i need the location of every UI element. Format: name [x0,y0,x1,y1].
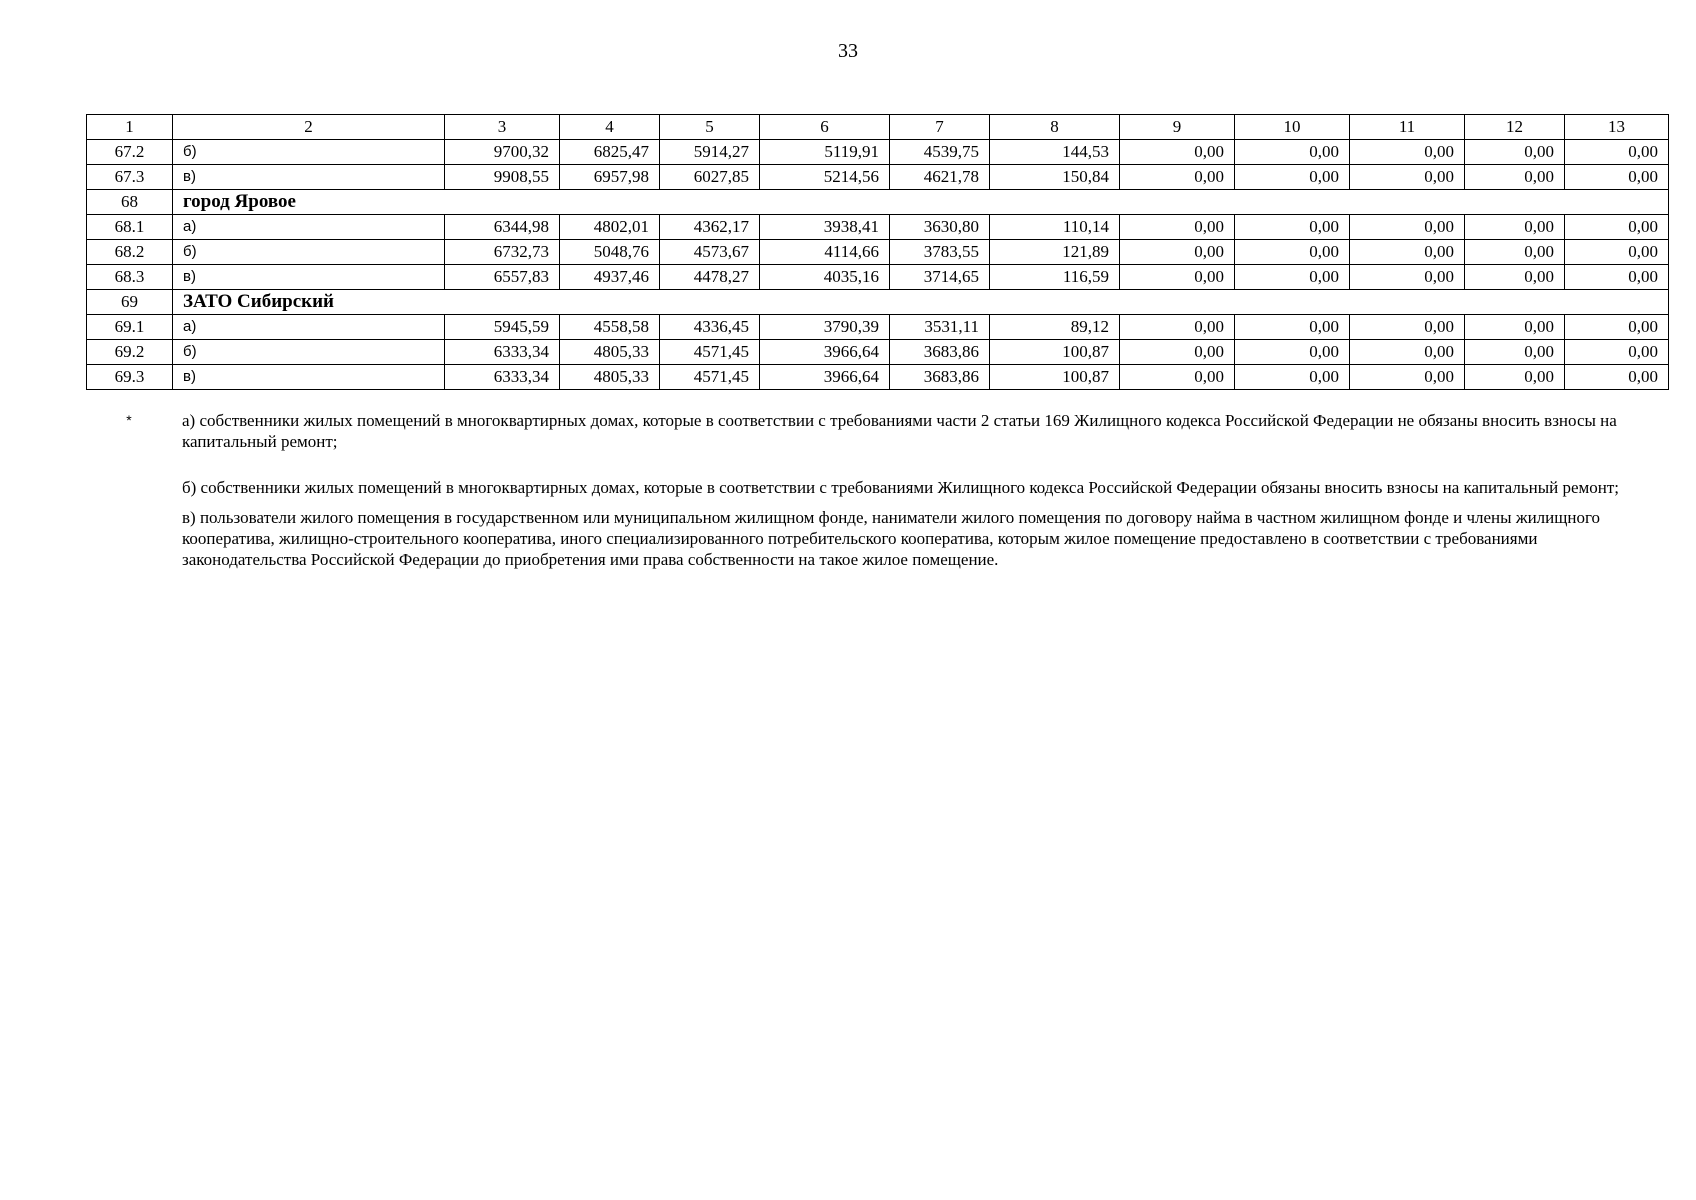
value-cell: 3683,86 [890,340,990,365]
value-cell: 0,00 [1235,165,1350,190]
table-row [87,240,1669,265]
table-row [87,165,1669,190]
table-row [87,215,1669,240]
header-cell: 11 [1350,115,1465,140]
value-cell: 0,00 [1565,165,1669,190]
value-cell: 4621,78 [890,165,990,190]
value-cell: 0,00 [1465,165,1565,190]
value-cell: 3966,64 [760,365,890,390]
value-cell: 110,14 [990,215,1120,240]
value-cell: 6344,98 [445,215,560,240]
value-cell: 4478,27 [660,265,760,290]
header-cell: 13 [1565,115,1669,140]
value-cell: 0,00 [1235,315,1350,340]
value-cell: 0,00 [1235,365,1350,390]
value-cell: 4035,16 [760,265,890,290]
value-cell: 0,00 [1465,315,1565,340]
row-category: б) [173,340,445,365]
value-cell: 4573,67 [660,240,760,265]
value-cell: 0,00 [1120,215,1235,240]
footnotes [86,410,1668,570]
value-cell: 0,00 [1350,165,1465,190]
value-cell: 0,00 [1350,365,1465,390]
footnote-item [86,410,1668,452]
value-cell: 0,00 [1120,140,1235,165]
table-body [87,115,1669,390]
value-cell: 6333,34 [445,340,560,365]
value-cell: 0,00 [1120,365,1235,390]
value-cell: 100,87 [990,365,1120,390]
header-cell: 10 [1235,115,1350,140]
row-code: 68 [87,190,173,215]
value-cell: 0,00 [1565,315,1669,340]
value-cell: 89,12 [990,315,1120,340]
value-cell: 6957,98 [560,165,660,190]
value-cell: 0,00 [1350,315,1465,340]
value-cell: 0,00 [1235,240,1350,265]
value-cell: 0,00 [1565,215,1669,240]
value-cell: 0,00 [1565,340,1669,365]
value-cell: 6333,34 [445,365,560,390]
header-cell: 9 [1120,115,1235,140]
table-row [87,340,1669,365]
header-cell: 4 [560,115,660,140]
value-cell: 0,00 [1565,265,1669,290]
value-cell: 0,00 [1465,215,1565,240]
value-cell: 4362,17 [660,215,760,240]
value-cell: 3783,55 [890,240,990,265]
value-cell: 144,53 [990,140,1120,165]
value-cell: 5214,56 [760,165,890,190]
row-category: в) [173,265,445,290]
footnote-item [86,507,1668,570]
row-code: 68.3 [87,265,173,290]
value-cell: 0,00 [1465,340,1565,365]
value-cell: 4539,75 [890,140,990,165]
group-name: ЗАТО Сибирский [173,290,1669,315]
value-cell: 0,00 [1350,240,1465,265]
footnote-text: в) пользователи жилого помещения в государственном или муниципальном жилищном фонде, наниматели жилого помещения по договору найма в частном жилищном фонде и члены жилищного кооператива, жилищно-строительного кооператива, иного специализированного потребительского кооператива, которым жилое помещение предоставлено в соответствии с требованиями законодательства Российской Федерации до приобретения ими права собственности на такое жилое помещение. [182,508,1600,569]
value-cell: 6027,85 [660,165,760,190]
value-cell: 3630,80 [890,215,990,240]
value-cell: 4558,58 [560,315,660,340]
table-row [87,265,1669,290]
value-cell: 3938,41 [760,215,890,240]
value-cell: 4802,01 [560,215,660,240]
row-code: 69.2 [87,340,173,365]
value-cell: 6732,73 [445,240,560,265]
row-category: а) [173,315,445,340]
header-cell: 12 [1465,115,1565,140]
tariff-table [86,114,1669,390]
value-cell: 0,00 [1465,365,1565,390]
value-cell: 4571,45 [660,365,760,390]
value-cell: 4336,45 [660,315,760,340]
row-code: 69.3 [87,365,173,390]
value-cell: 0,00 [1465,140,1565,165]
value-cell: 6825,47 [560,140,660,165]
header-cell: 1 [87,115,173,140]
value-cell: 5914,27 [660,140,760,165]
header-cell: 6 [760,115,890,140]
row-code: 67.2 [87,140,173,165]
group-row [87,190,1669,215]
header-cell: 8 [990,115,1120,140]
footnote-text: а) собственники жилых помещений в многоквартирных домах, которые в соответствии с требованиями части 2 статьи 169 Жилищного кодекса Российской Федерации не обязаны вносить взносы на капитальный ремонт; [182,411,1617,451]
value-cell: 4805,33 [560,340,660,365]
row-category: б) [173,140,445,165]
value-cell: 3790,39 [760,315,890,340]
value-cell: 0,00 [1120,240,1235,265]
footnote-item [86,477,1668,498]
value-cell: 6557,83 [445,265,560,290]
table-row [87,140,1669,165]
group-name: город Яровое [173,190,1669,215]
header-cell: 3 [445,115,560,140]
value-cell: 0,00 [1235,140,1350,165]
value-cell: 3714,65 [890,265,990,290]
value-cell: 9908,55 [445,165,560,190]
value-cell: 0,00 [1350,215,1465,240]
page-number: 33 [838,40,858,62]
table-row [87,315,1669,340]
row-category: в) [173,165,445,190]
value-cell: 5945,59 [445,315,560,340]
value-cell: 100,87 [990,340,1120,365]
value-cell: 4805,33 [560,365,660,390]
value-cell: 0,00 [1120,315,1235,340]
value-cell: 150,84 [990,165,1120,190]
header-cell: 7 [890,115,990,140]
value-cell: 0,00 [1565,240,1669,265]
row-code: 67.3 [87,165,173,190]
row-category: а) [173,215,445,240]
value-cell: 121,89 [990,240,1120,265]
value-cell: 0,00 [1120,265,1235,290]
value-cell: 3531,11 [890,315,990,340]
value-cell: 0,00 [1120,165,1235,190]
value-cell: 0,00 [1565,365,1669,390]
header-cell: 5 [660,115,760,140]
table-header-row [87,115,1669,140]
row-code: 68.1 [87,215,173,240]
value-cell: 0,00 [1235,265,1350,290]
value-cell: 5048,76 [560,240,660,265]
value-cell: 0,00 [1120,340,1235,365]
value-cell: 0,00 [1235,215,1350,240]
group-row [87,290,1669,315]
value-cell: 9700,32 [445,140,560,165]
row-code: 68.2 [87,240,173,265]
value-cell: 3966,64 [760,340,890,365]
value-cell: 0,00 [1350,140,1465,165]
row-category: в) [173,365,445,390]
value-cell: 0,00 [1565,140,1669,165]
value-cell: 5119,91 [760,140,890,165]
value-cell: 0,00 [1350,340,1465,365]
value-cell: 0,00 [1350,265,1465,290]
value-cell: 0,00 [1465,240,1565,265]
row-code: 69.1 [87,315,173,340]
value-cell: 4571,45 [660,340,760,365]
row-code: 69 [87,290,173,315]
value-cell: 116,59 [990,265,1120,290]
value-cell: 4937,46 [560,265,660,290]
value-cell: 0,00 [1465,265,1565,290]
footnote-marker: * [126,412,132,428]
value-cell: 0,00 [1235,340,1350,365]
header-cell: 2 [173,115,445,140]
row-category: б) [173,240,445,265]
table-row [87,365,1669,390]
footnote-text: б) собственники жилых помещений в многоквартирных домах, которые в соответствии с требованиями Жилищного кодекса Российской Федерации обязаны вносить взносы на капитальный ремонт; [182,478,1620,497]
value-cell: 3683,86 [890,365,990,390]
value-cell: 4114,66 [760,240,890,265]
